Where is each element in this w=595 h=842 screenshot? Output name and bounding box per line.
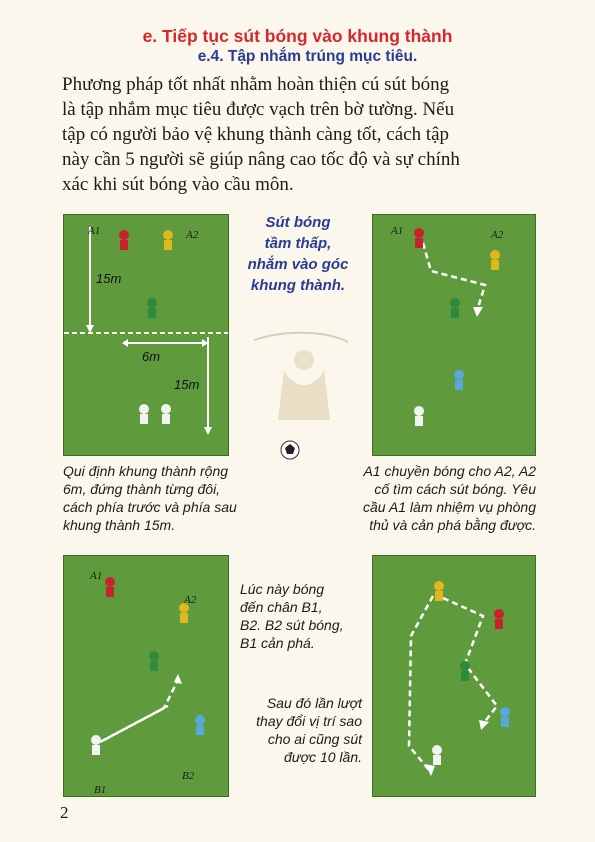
label-b1: B1 (94, 784, 107, 796)
field-1-diagram (64, 215, 228, 455)
tip-line: tầm thấp, (264, 235, 332, 252)
goalkeeper-illustration (244, 330, 354, 470)
caption-line: B2. B2 sút bóng, (240, 617, 344, 633)
label-a2: A2 (184, 594, 197, 606)
label-a2: A2 (186, 229, 199, 241)
label-a2: A2 (491, 229, 504, 241)
caption-line: cầu A1 làm nhiệm vụ phòng (362, 499, 536, 515)
label-a1: A1 (88, 225, 101, 237)
caption-4 (234, 694, 362, 766)
page-number: 2 (60, 803, 69, 822)
label-a1: A1 (391, 225, 404, 237)
label-b2: B2 (182, 770, 195, 782)
drill-field-4 (372, 555, 536, 797)
intro-line: xác khi sút bóng vào cầu môn. (62, 174, 294, 195)
tip-line: khung thành. (250, 277, 346, 294)
caption-line: Sau đó lần lượt (266, 695, 362, 711)
caption-line: đến chân B1, (240, 599, 323, 615)
caption-line: Lúc này bóng (240, 581, 325, 597)
drill-field-2 (372, 214, 536, 456)
tip-text (238, 212, 358, 296)
caption-line: A1 chuyền bóng cho A2, A2 (363, 463, 536, 479)
caption-line: B1 cản phá. (240, 635, 315, 651)
caption-2 (336, 462, 536, 534)
drill-field-1 (63, 214, 229, 456)
section-title: e. Tiếp tục sút bóng vào khung thành (142, 26, 453, 46)
caption-line: Qui định khung thành rộng (63, 463, 229, 479)
intro-line: Phương pháp tốt nhất nhằm hoàn thiện cú sút bóng (62, 74, 450, 95)
caption-line: cách phía trước và phía sau (63, 499, 237, 515)
distance-label: 15m (174, 377, 200, 392)
field-2-diagram (373, 215, 535, 455)
caption-line: cố tìm cách sút bóng. Yêu (374, 481, 536, 497)
intro-line: là tập nhắm mục tiêu được vạch trên bờ tường. Nếu (62, 99, 455, 120)
width-label: 6m (142, 349, 161, 364)
caption-line: cho ai cũng sút (267, 731, 362, 747)
intro-line: tập có người bảo vệ khung thành càng tốt, cách tập (62, 124, 450, 145)
caption-1 (63, 462, 237, 534)
section-subtitle: e.4. Tập nhắm trúng mục tiêu. (197, 48, 418, 65)
caption-line: khung thành 15m. (63, 517, 176, 533)
field-4-diagram (373, 556, 535, 796)
tip-line: Sút bóng (265, 214, 331, 231)
intro-paragraph (62, 72, 552, 197)
field-3-diagram (64, 556, 228, 796)
caption-line: được 10 lần. (283, 749, 362, 765)
caption-line: thủ và cản phá bằng được. (369, 517, 536, 533)
drill-field-3 (63, 555, 229, 797)
caption-line: thay đổi vị trí sao (256, 713, 362, 729)
label-a1: A1 (90, 570, 103, 582)
distance-label: 15m (96, 271, 122, 286)
intro-line: này cần 5 người sẽ giúp nâng cao tốc độ và sự chính (62, 149, 460, 170)
tip-line: nhắm vào góc (247, 256, 349, 273)
caption-3 (240, 580, 344, 652)
caption-line: 6m, đứng thành từng đôi, (63, 481, 221, 497)
